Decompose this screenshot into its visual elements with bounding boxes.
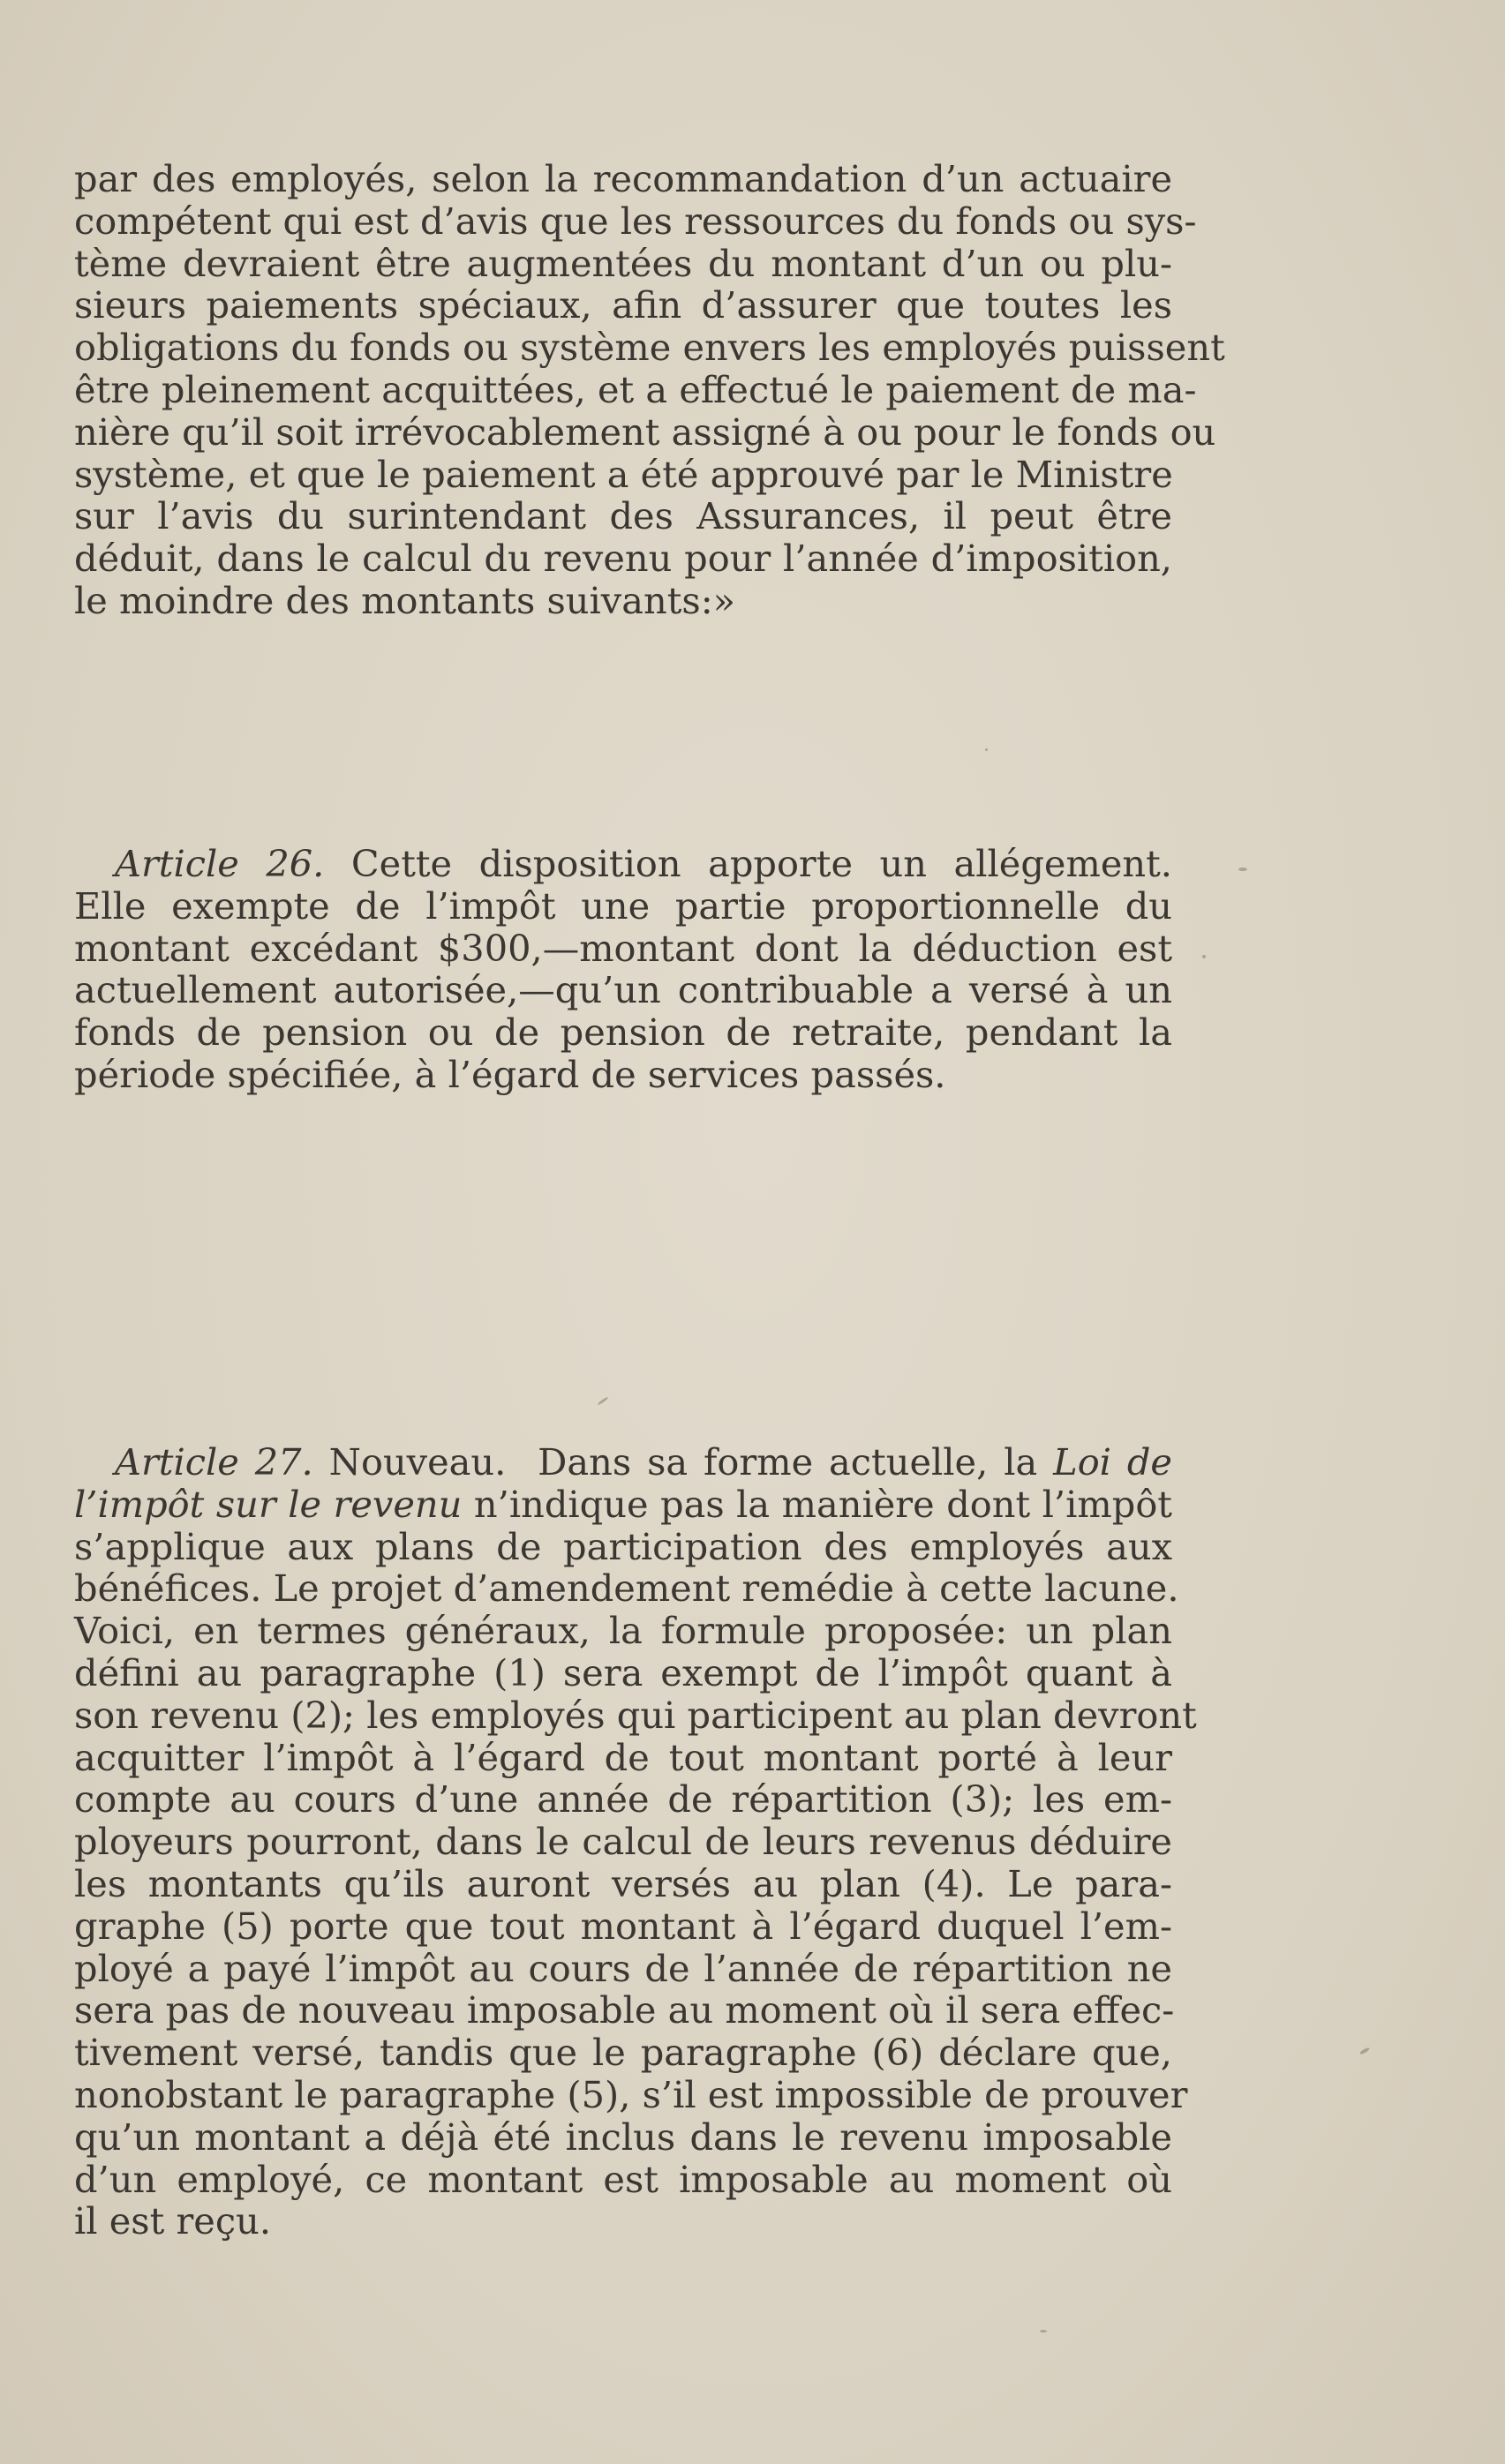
paper-speck	[1359, 2047, 1370, 2055]
text-line: il est reçu.	[74, 2199, 272, 2243]
text-line: être pleinement acquittées, et a effectué le paiement de ma-	[74, 367, 1197, 411]
text-line: compte au cours d’une année de répartition (3); les em-	[74, 1777, 1172, 1822]
text-line: période spécifiée, à l’égard de services passés.	[74, 1052, 946, 1096]
paper-speck	[985, 748, 988, 751]
text-line: nière qu’il soit irrévocablement assigné à ou pour le fonds ou	[74, 409, 1216, 454]
article-26-paragraph	[74, 843, 1172, 1096]
text-line: qu’un montant a déjà été inclus dans le revenu imposable	[74, 2115, 1172, 2159]
paper-speck	[1202, 955, 1206, 958]
text-line	[74, 1484, 1172, 1526]
text-line: graphe (5) porte que tout montant à l’égard duquel l’em-	[74, 1904, 1172, 1948]
text-segment: Cette disposition apporte un allégement.	[324, 842, 1172, 885]
text-line: actuellement autorisée,—qu’un contribuable a versé à un	[74, 968, 1172, 1012]
text-line: obligations du fonds ou système envers les employés puissent	[74, 326, 1225, 370]
text-line: d’un employé, ce montant est imposable au moment où	[74, 2157, 1172, 2201]
text-line: ployeurs pourront, dans le calcul de leurs revenus déduire	[74, 1820, 1172, 1864]
text-segment: n’indique pas la manière dont l’impôt	[462, 1482, 1172, 1526]
text-line: compétent qui est d’avis que les ressources du fonds ou sys-	[74, 199, 1197, 243]
text-line: le moindre des montants suivants:»	[74, 578, 736, 622]
text-line: bénéfices. Le projet d’amendement remédie à cette lacune.	[74, 1566, 1179, 1611]
text-line: déduit, dans le calcul du revenu pour l’année d’imposition,	[74, 537, 1172, 581]
text-line: Voici, en termes généraux, la formule proposée: un plan	[74, 1609, 1172, 1653]
text-line: nonobstant le paragraphe (5), s’il est impossible de prouver	[74, 2072, 1188, 2116]
text-line: tivement versé, tandis que le paragraphe (6) déclare que,	[74, 2031, 1172, 2075]
paper-speck	[1040, 2330, 1047, 2333]
text-line: défini au paragraphe (1) sera exempt de l’impôt quant à	[74, 1650, 1172, 1694]
text-line: son revenu (2); les employés qui participent au plan devront	[74, 1693, 1197, 1737]
article-27-label: Article 27.	[115, 1440, 313, 1484]
text-line: tème devraient être augmentées du montant d’un ou plu-	[74, 241, 1172, 285]
text-line: acquitter l’impôt à l’égard de tout montant porté à leur	[74, 1735, 1172, 1779]
text-line	[74, 1441, 1172, 1484]
text-line: fonds de pension ou de pension de retraite, pendant la	[74, 1010, 1172, 1055]
paragraph-continuation	[74, 157, 1225, 622]
text-line: ployé a payé l’impôt au cours de l’année de répartition ne	[74, 1946, 1172, 1990]
text-line: par des employés, selon la recommandation d’un actuaire	[74, 157, 1172, 200]
text-line: système, et que le paiement a été approuvé par le Ministre	[74, 452, 1173, 496]
law-title-italic: Loi de	[1053, 1440, 1172, 1484]
article-26-label: Article 26.	[115, 842, 325, 885]
paper-speck	[597, 1396, 608, 1405]
text-line	[74, 843, 1172, 885]
text-line: sera pas de nouveau imposable au moment où il sera effec-	[74, 1988, 1175, 2032]
article-27-paragraph	[74, 1440, 1197, 2243]
text-line: s’applique aux plans de participation des employés aux	[74, 1524, 1172, 1568]
text-line: sur l’avis du surintendant des Assurances, il peut être	[74, 494, 1172, 538]
text-segment: Nouveau. Dans sa forme actuelle, la	[312, 1440, 1054, 1484]
text-line: Elle exempte de l’impôt une partie proportionnelle du	[74, 883, 1172, 928]
text-line: montant excédant $300,—montant dont la déduction est	[74, 926, 1172, 970]
paper-speck	[1238, 868, 1247, 871]
text-line: sieurs paiements spéciaux, afin d’assurer que toutes les	[74, 283, 1172, 327]
law-title-italic: l’impôt sur le revenu	[74, 1482, 463, 1526]
text-line: les montants qu’ils auront versés au plan (4). Le para-	[74, 1861, 1172, 1905]
